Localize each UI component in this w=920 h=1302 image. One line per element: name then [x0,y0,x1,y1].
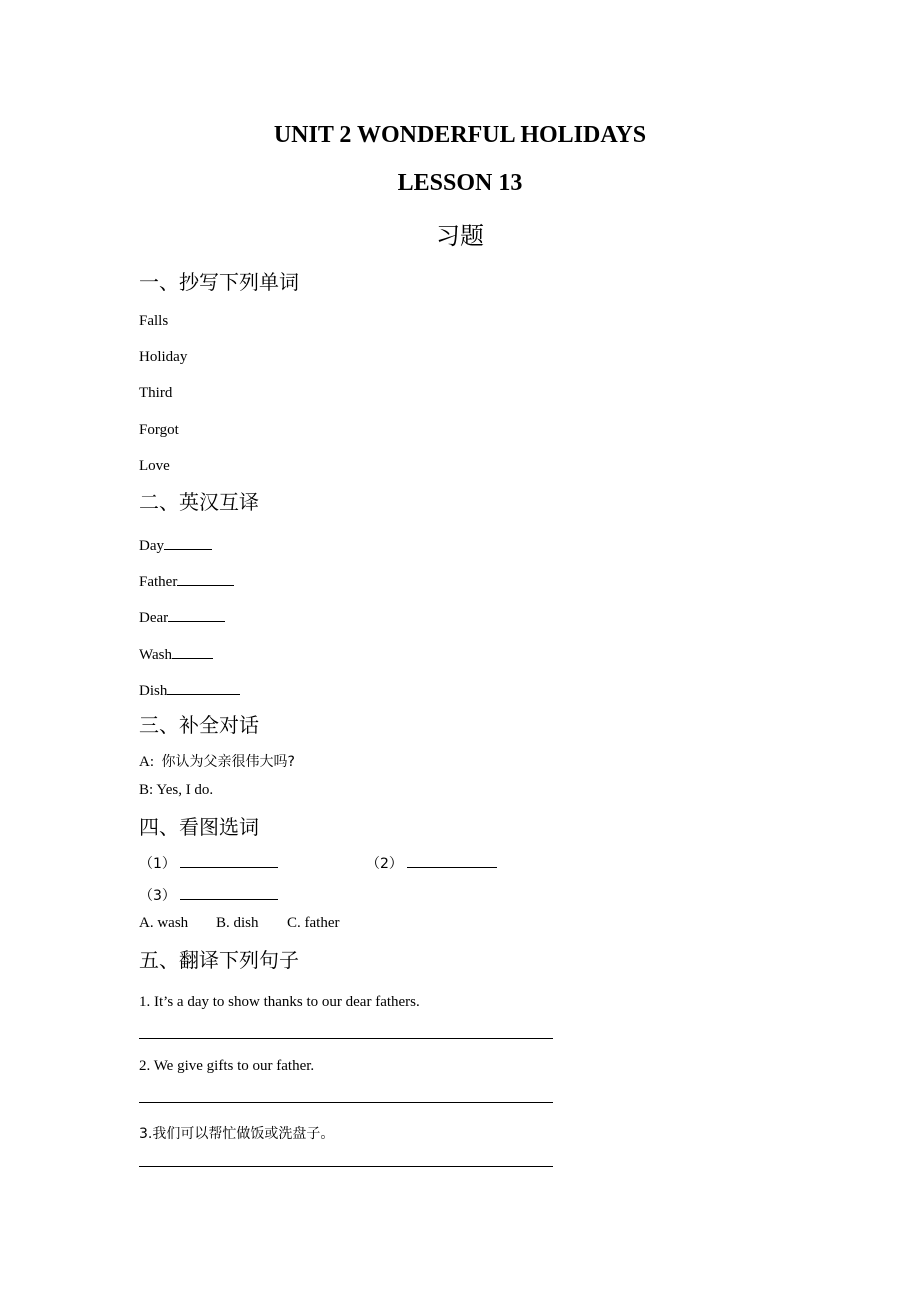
translate-item [139,536,212,555]
copy-word: Love [139,458,170,474]
option-c: C. father [287,915,340,931]
option-b: B. dish [216,915,259,931]
section3-heading: 三、补全对话 [139,713,259,737]
translate-item [139,608,225,627]
copy-word: Third [139,385,173,401]
section5-heading: 五、翻译下列句子 [139,948,299,972]
answer-blank[interactable] [180,854,278,868]
unit-title: UNIT 2 WONDERFUL HOLIDAYS [273,122,647,148]
section4-heading: 四、看图选词 [139,815,259,839]
dialogue-text: 你认为父亲很伟大吗? [161,754,295,770]
blank-number: （1） [139,856,176,872]
answer-blank[interactable] [172,645,213,659]
sentence-2: 2. We give gifts to our father. [139,1058,315,1074]
lesson-title: LESSON 13 [397,170,523,196]
section2-heading: 二、英汉互译 [139,490,259,514]
answer-blank[interactable] [180,886,278,900]
copy-word: Holiday [139,349,188,365]
speaker-label: A: [139,754,154,770]
answer-line[interactable] [139,1038,553,1039]
exercise-subtitle: 习题 [436,222,484,250]
answer-blank[interactable] [164,536,212,550]
option-a: A. wash [139,915,189,931]
answer-blank[interactable] [407,854,497,868]
answer-blank[interactable] [177,572,234,586]
copy-word: Forgot [139,422,179,438]
answer-line[interactable] [139,1102,553,1103]
translate-item [139,681,240,700]
sentence-1: 1. It’s a day to show thanks to our dear fathers. [139,994,420,1010]
answer-blank[interactable] [168,608,225,622]
dialogue-line-a [139,751,295,771]
copy-word: Falls [139,313,169,329]
translate-word: Dear [139,610,169,626]
translate-word: Day [139,538,164,554]
sentence-3: 3.我们可以帮忙做饭或洗盘子。 [139,1126,335,1142]
answer-line[interactable] [139,1166,553,1167]
section1-heading: 一、抄写下列单词 [139,270,299,294]
translate-item [139,572,234,591]
picture-blank-2 [366,853,497,873]
translate-word: Father [139,574,178,590]
translate-item [139,645,213,664]
picture-blank-1 [139,853,278,873]
translate-word: Wash [139,647,172,663]
picture-blank-3 [139,885,278,905]
blank-number: （2） [366,856,403,872]
translate-word: Dish [139,683,168,699]
dialogue-line-b: B: Yes, I do. [139,782,214,798]
answer-blank[interactable] [167,681,240,695]
blank-number: （3） [139,888,176,904]
